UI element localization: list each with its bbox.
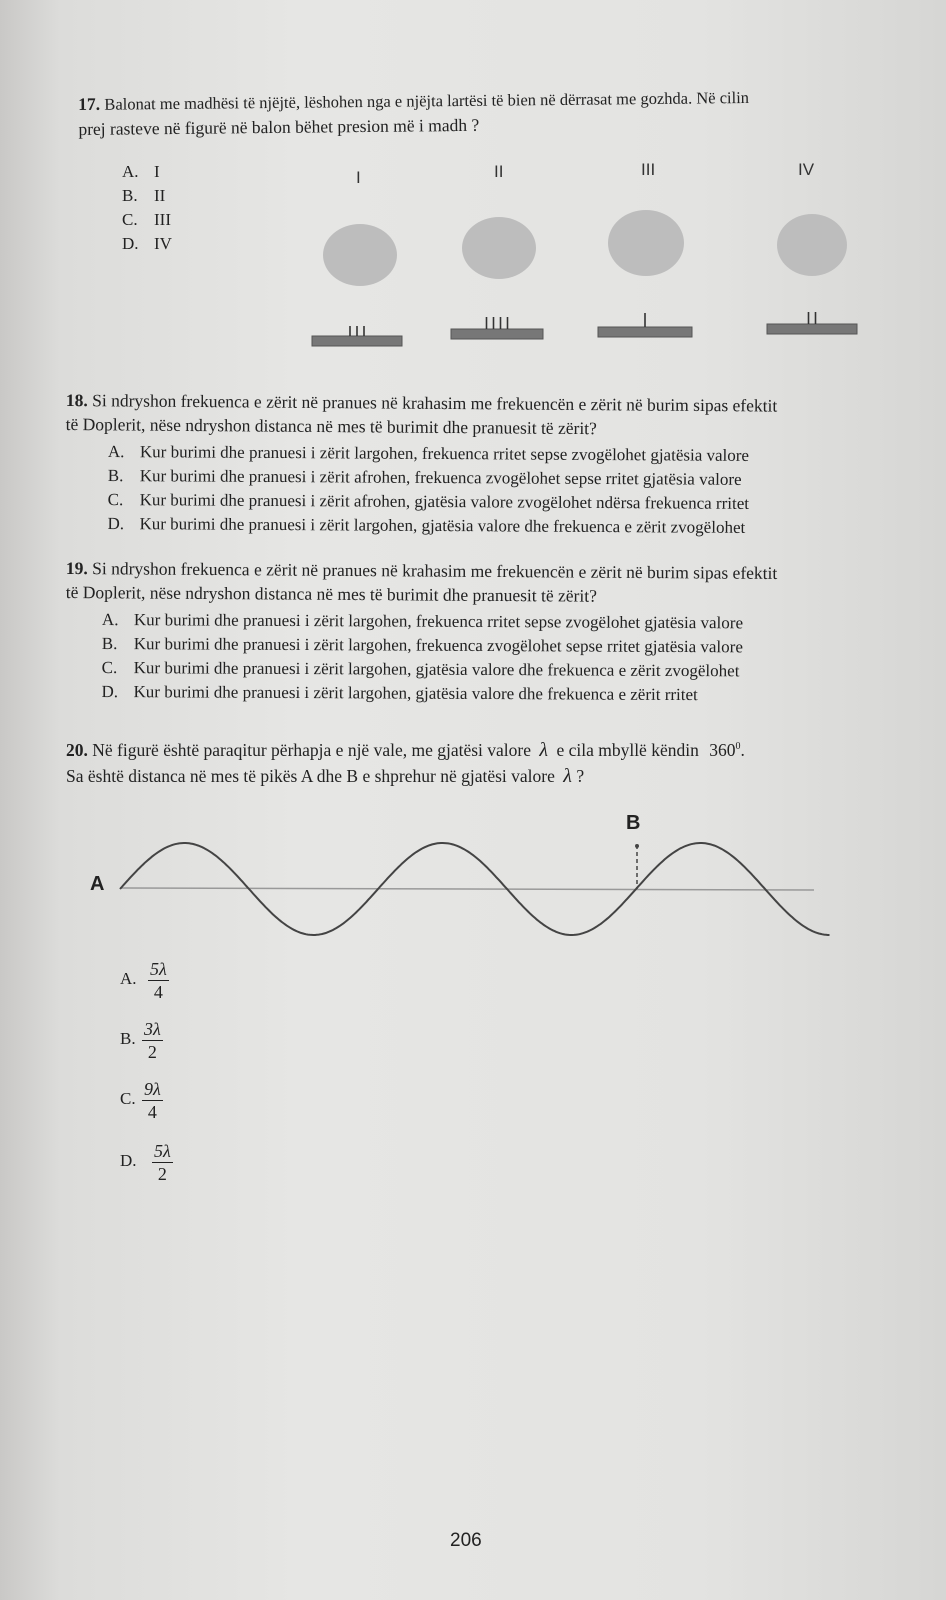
q19-option-a[interactable]: A. Kur burimi dhe pranuesi i zërit largohen, frekuenca rritet sepse zvogëlohet gjatësia valore (101, 610, 744, 633)
q18-option-a[interactable]: A. Kur burimi dhe pranuesi i zërit largohen, frekuenca rritet sepse zvogëlohet gjatësia valore (107, 441, 750, 465)
fig-label-iii: III (641, 160, 656, 179)
lambda-symbol-1: λ (539, 738, 549, 761)
q19-number: 19. (65, 557, 88, 579)
fig-label-i: I (356, 168, 361, 187)
balloon-i (323, 224, 397, 286)
q20-line1-end: . (740, 739, 745, 760)
point-b-dot (635, 844, 639, 848)
q18-number: 18. (65, 389, 88, 411)
q17-line2: prej rasteve në figurë në balon bëhet presion më i madh ? (78, 114, 480, 139)
balloon-ii (462, 217, 536, 279)
q19-option-c[interactable]: C. Kur burimi dhe pranuesi i zërit largohen, gjatësia valore dhe frekuenca e zërit zvogëlohet (101, 657, 740, 681)
q18-option-d[interactable]: D. Kur burimi dhe pranuesi i zërit largohen, gjatësia valore dhe frekuenca e zërit zvogëlohet (107, 513, 746, 537)
board-i (312, 336, 402, 346)
q20-degree: 0 (735, 741, 741, 752)
q20-text (66, 735, 906, 788)
board-iv (767, 324, 857, 334)
point-b-label: B (626, 812, 641, 834)
q20-option-c[interactable]: C. $\frac{9\lambda}{4}$ (120, 1079, 161, 1122)
q20-line1-b: e cila mbyllë këndin (556, 739, 699, 760)
balloon-iv (777, 214, 847, 276)
board-iii (598, 327, 692, 337)
q20-line1-a: Në figurë është paraqitur përhapja e një vale, me gjatësi valore (92, 739, 532, 760)
fig-label-ii: II (494, 162, 504, 181)
q18-option-b[interactable]: B. Kur burimi dhe pranuesi i zërit afrohen, frekuenca zvogëlohet sepse rritet gjatësia valore (107, 465, 742, 489)
q18-line1: Si ndryshon frekuenca e zërit në pranues në krahasim me frekuencën e zërit në burim sipas efektit (92, 390, 778, 416)
q20-angle: 360 (709, 739, 736, 760)
balloon-figure (0, 0, 946, 360)
q20-number: 20. (66, 739, 88, 760)
q17-option-a[interactable]: A. I (122, 162, 160, 181)
q19-line1: Si ndryshon frekuenca e zërit në pranues në krahasim me frekuencën e zërit në burim sipas efektit (92, 558, 778, 583)
q17-line1: Balonat me madhësi të njëjtë, lëshohen nga e njëjta lartësi të bien në dërrasat me gozhda. Në cilin (104, 87, 750, 114)
q20-line2-end: ? (576, 765, 585, 786)
q20-option-b[interactable]: B. $\frac{3\lambda}{2}$ (120, 1019, 161, 1062)
balloon-iii (608, 210, 684, 276)
q17-option-c[interactable]: C. III (122, 210, 171, 229)
q19-line2: të Doplerit, nëse ndryshon distanca në mes të burimit dhe pranuesit të zërit? (65, 581, 597, 606)
fig-label-iv: IV (798, 160, 815, 179)
page-number: 206 (450, 1530, 482, 1551)
q19-text (66, 556, 906, 610)
wave-figure (0, 800, 946, 960)
q20-line2-a: Sa është distanca në mes të pikës A dhe B e shprehur në gjatësi valore (66, 765, 555, 786)
q19-option-d[interactable]: D. Kur burimi dhe pranuesi i zërit largohen, gjatësia valore dhe frekuenca e zërit rritet (101, 681, 698, 705)
q17-number: 17. (78, 93, 101, 114)
wave-axis (120, 888, 814, 890)
q18-option-c[interactable]: C. Kur burimi dhe pranuesi i zërit afrohen, gjatësia valore zvogëlohet ndërsa frekuenca rritet (107, 489, 750, 513)
q19-option-b[interactable]: B. Kur burimi dhe pranuesi i zërit largohen, frekuenca zvogëlohet sepse rritet gjatësia valore (101, 633, 743, 657)
q17-option-b[interactable]: B. II (122, 186, 166, 205)
q18-options (107, 440, 908, 541)
point-a-label: A (90, 873, 105, 895)
q20-option-d[interactable]: D. $\frac{5\lambda}{2}$ (120, 1141, 171, 1184)
q17-option-d[interactable]: D. IV (122, 234, 172, 253)
q18-text (66, 388, 906, 443)
lambda-symbol-2: λ (563, 764, 572, 787)
q20-option-a[interactable]: A. $\frac{5\lambda}{4}$ (120, 959, 167, 1002)
q19-options (101, 608, 911, 708)
q18-line2: të Doplerit, nëse ndryshon distanca në mes të burimit dhe pranuesit të zërit? (65, 413, 597, 439)
board-ii (451, 329, 543, 339)
